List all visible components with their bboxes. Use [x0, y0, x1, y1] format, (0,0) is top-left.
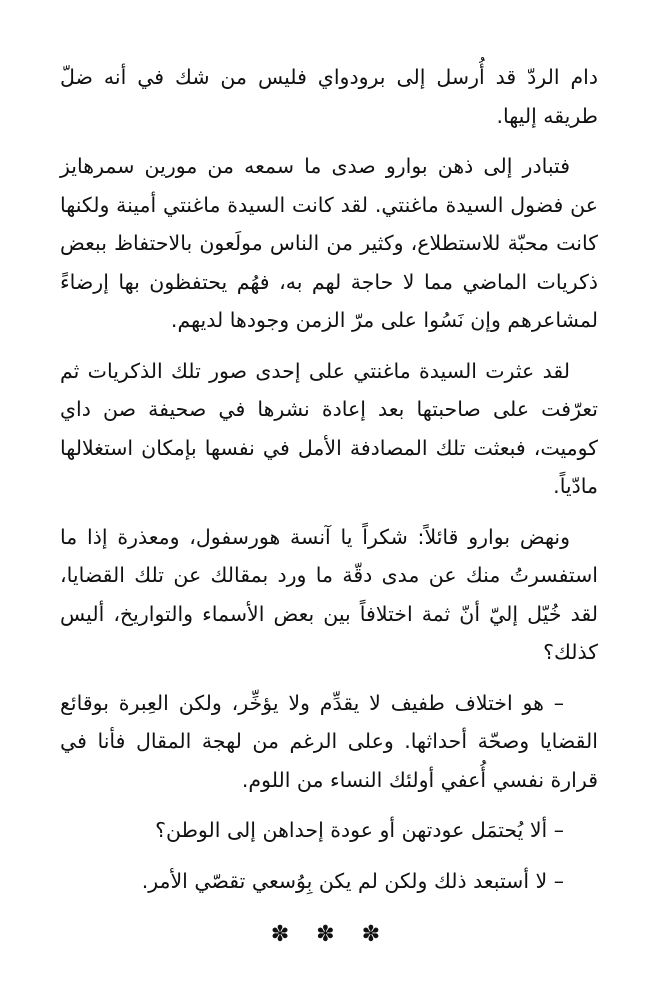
paragraph-3: لقد عثرت السيدة ماغنتي على إحدى صور تلك الذكريات ثم تعرّفت على صاحبتها بعد إعادة نشرها في صحيفة صن داي كوميت، فبعثت تلك المصادفة الأمل في نفسها بإمكان استغلالها مادّياً.: [60, 358, 598, 498]
paragraph-5: – هو اختلاف طفيف لا يقدِّم ولا يؤخِّر، ولكن العِبرة بوقائع القضايا وصحّة أحداثها. وعلى الرغم من لهجة المقال فأنا في قرارة نفسي أُعفي أولئك النساء من اللوم.: [60, 690, 598, 792]
paragraph-2: فتبادر إلى ذهن بوارو صدى ما سمعه من مورين سمرهايز عن فضول السيدة ماغنتي. لقد كانت السيدة ماغنتي أمينة ولكنها كانت محبّة للاستطلاع، وكثير من الناس مولَعون بالاحتفاظ ببعض ذكريات الماضي مما لا حاجة لهم به، فهُم يحتفظون بها إرضاءً لمشاعرهم وإن نَسُوا على مرّ الزمن وجودها لديهم.: [60, 154, 598, 332]
paragraph-6: – ألا يُحتمَل عودتهن أو عودة إحداهن إلى الوطن؟: [155, 818, 564, 842]
section-break-asterisks: ✽ ✽ ✽: [270, 922, 381, 947]
paragraph-4: ونهض بوارو قائلاً: شكراً يا آنسة هورسفول، ومعذرة إذا ما استفسرتُ منك عن مدى دقّة ما ورد بمقالك عن تلك القضايا، لقد خُيّل إليّ أنّ ثمة اختلافاً بين بعض الأسماء والتواريخ، أليس كذلك؟: [60, 524, 598, 664]
paragraph-7: – لا أستبعد ذلك ولكن لم يكن بِوُسعي تقصّي الأمر.: [141, 868, 564, 893]
book-page-text: [60, 58, 598, 912]
paragraph-1: دام الردّ قد أُرسل إلى برودواي فليس من شك في أنه ضلّ طريقه إليها.: [60, 65, 598, 128]
